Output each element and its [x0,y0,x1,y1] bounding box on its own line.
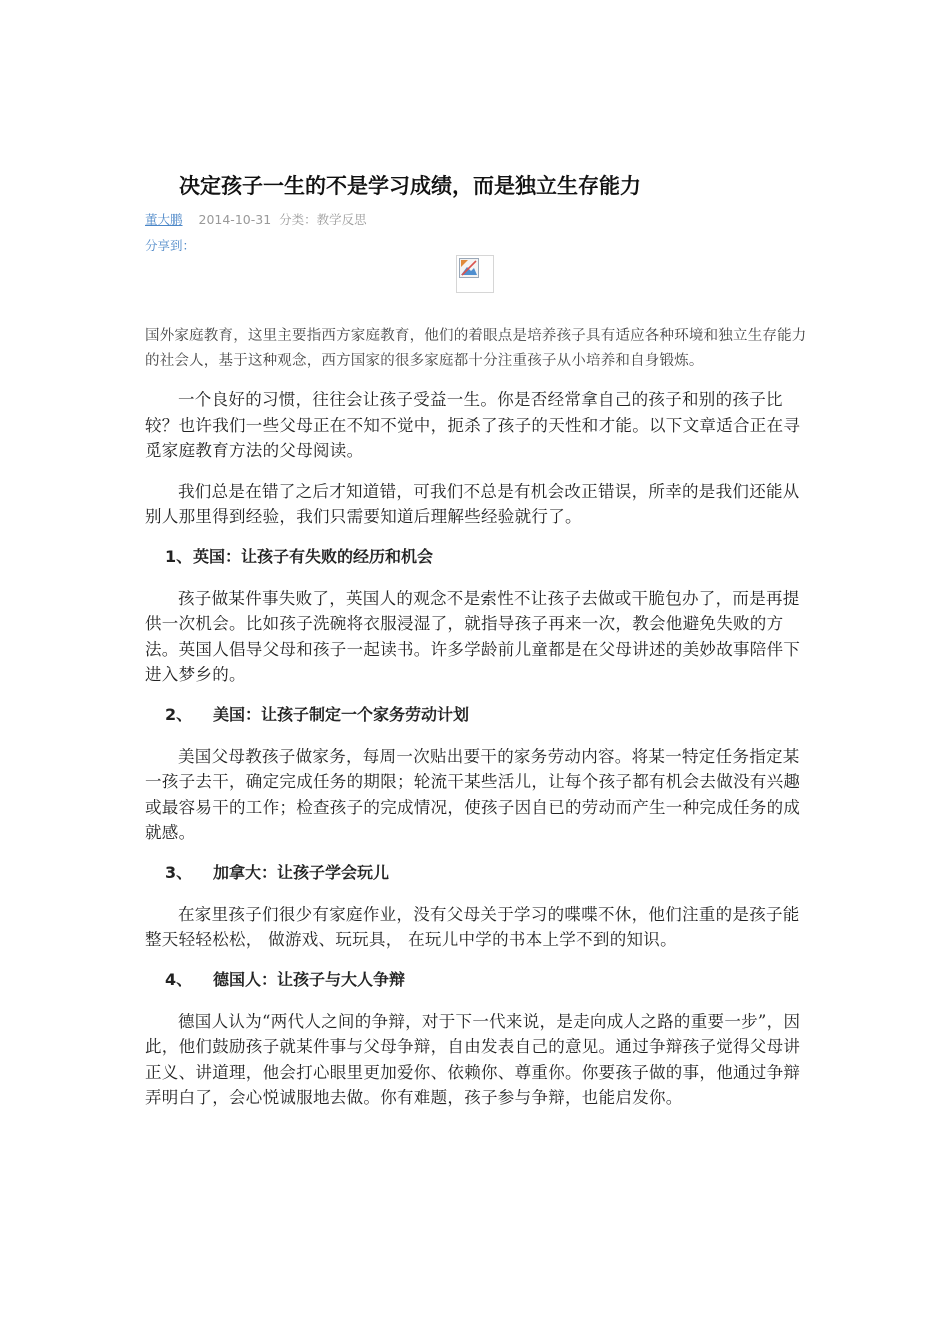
section-text-canada: 在家里孩子们很少有家庭作业，没有父母关于学习的喋喋不休，他们注重的是孩子能整天轻轻松松， 做游戏、玩玩具， 在玩儿中学的书本上学不到的知识。 [145,904,800,949]
section-title: 美国：让孩子制定一个家务劳动计划 [213,704,470,724]
intro-paragraph: 国外家庭教育，这里主要指西方家庭教育，他们的着眼点是培养孩子具有适应各种环境和独立生存能力的社会人，基于这种观念，西方国家的很多家庭都十分注重孩子从小培养和自身锻炼。 [145,328,807,369]
section-text-us: 美国父母教孩子做家务，每周一次贴出要干的家务劳动内容。将某一特定任务指定某一孩子去干，确定完成任务的期限；轮流干某些活儿，让每个孩子都有机会去做没有兴趣或最容易干的工作；检查孩子的完成情况，使孩子因自已的劳动而产生一种完成任务的成就感。 [145,746,801,842]
section-text-germany: 德国人认为“两代人之间的争辩，对于下一代来说，是走向成人之路的重要一步”，因此，他们鼓励孩子就某件事与父母争辩，自由发表自己的意见。通过争辩孩子觉得父母讲正义、讲道理，他会打心眼里更加爱你、依赖你、尊重你。你要孩子做的事，他通过争辩弄明白了，会心悦诚服地去做。你有难题，孩子参与争辩，也能启发你。 [145,1011,801,1107]
author-link[interactable]: 董大鹏 [145,212,183,227]
section-heading-us [165,703,810,727]
section-number: 3、 [165,862,193,882]
paragraph-habit: 一个良好的习惯，往往会让孩子受益一生。你是否经常拿自己的孩子和别的孩子比较？也许我们一些父母正在不知不觉中，扼杀了孩子的天性和才能。以下文章适合正在寻觅家庭教育方法的父母阅读。 [145,390,801,460]
article-content [145,324,810,1126]
section-title: 德国人：让孩子与大人争辩 [213,969,406,989]
paragraph-experience: 我们总是在错了之后才知道错，可我们不总是有机会改正错误，所幸的是我们还能从别人那里得到经验，我们只需要知道后理解些经验就行了。 [145,481,800,526]
section-text-uk: 孩子做某件事失败了，英国人的观念不是索性不让孩子去做或干脆包办了，而是再提供一次机会。比如孩子洗碗将衣服浸湿了，就指导孩子再来一次，教会他避免失败的方法。英国人倡导父母和孩子一起读书。许多学龄前儿童都是在父母讲述的美妙故事陪伴下进入梦乡的。 [145,588,801,684]
article-image [456,255,494,293]
category-label: 分类： [279,212,317,227]
share-label[interactable]: 分享到： [145,238,196,253]
article-title: 决定孩子一生的不是学习成绩，而是独立生存能力 [179,174,641,198]
section-title: 英国：让孩子有失败的经历和机会 [193,546,434,566]
section-title: 加拿大：让孩子学会玩儿 [213,862,390,882]
publish-date: 2014-10-31 [198,212,272,227]
section-heading-canada [165,861,810,885]
category-link[interactable]: 教学反思 [316,212,367,227]
section-number: 1、 [165,546,193,566]
broken-image-icon [459,258,479,278]
section-number: 4、 [165,969,193,989]
article-meta [145,210,367,228]
section-number: 2、 [165,704,193,724]
section-heading-uk [165,545,810,569]
section-heading-germany [165,968,810,992]
